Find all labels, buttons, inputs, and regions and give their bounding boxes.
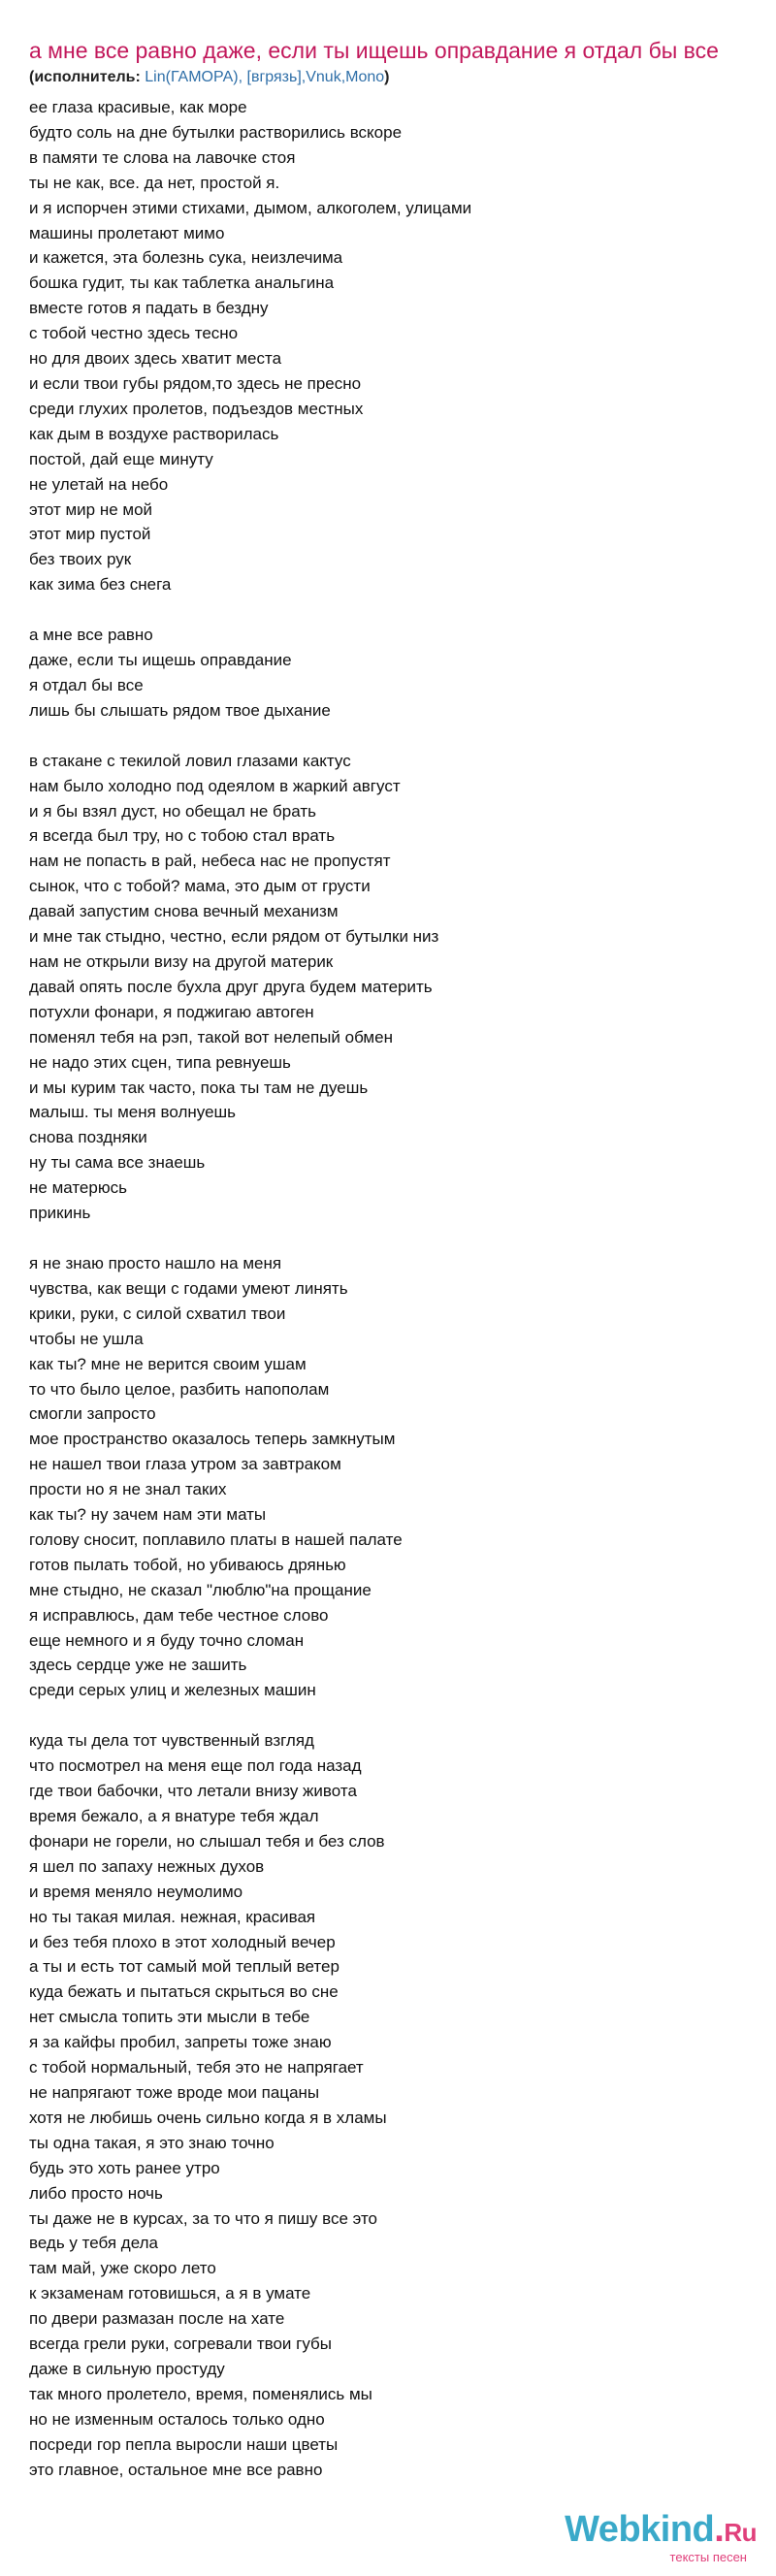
lyrics-line: не нашел твои глаза утром за завтраком [29,1455,341,1474]
lyrics-line: поменял тебя на рэп, такой вот нелепый обмен [29,1027,393,1046]
lyrics-line: не матерюсь [29,1178,127,1198]
lyrics-line: нет смысла топить эти мысли в тебе [29,2008,310,2027]
lyrics-line: даже в сильную простуду [29,2359,225,2378]
lyrics-line: этот мир не мой [29,499,153,519]
lyrics-line: время бежало, а я внатуре тебя ждал [29,1807,319,1825]
lyrics-line: малыш. ты меня волнуешь [29,1103,237,1122]
lyrics-line: будь это хоть ранее утро [29,2158,220,2177]
lyrics-line: а ты и есть тот самый мой теплый ветер [29,1957,340,1977]
lyrics-line: еще немного и я буду точно сломан [29,1630,305,1650]
lyrics-stanza [29,1251,747,1703]
lyrics-line: голову сносит, поплавило платы в нашей палате [29,1530,403,1549]
lyrics-line: это главное, остальное мне все равно [29,2460,323,2479]
lyrics-line: смогли запросто [29,1404,156,1424]
artists-line [29,68,747,87]
lyrics-line: нам было холодно под одеялом в жаркий август [29,776,401,795]
logo-tagline: тексты песен [669,2550,747,2564]
lyrics-line: куда бежать и пытаться скрыться во сне [29,1982,339,2002]
lyrics-line: к экзаменам готовишься, а я в умате [29,2284,311,2303]
lyrics-line: ведь у тебя дела [29,2234,158,2253]
logo-wordmark: Webkind.Ru [565,2509,757,2550]
lyrics-line: ты даже не в курсах, за то что я пишу все это [29,2208,378,2228]
lyrics-line: лишь бы слышать рядом твое дыхание [29,700,331,720]
site-logo[interactable] [565,2510,757,2564]
lyrics-line: ты не как, все. да нет, простой я. [29,173,280,192]
lyrics-line: и время меняло неумолимо [29,1882,243,1901]
lyrics-line: нам не попасть в рай, небеса нас не пропустят [29,852,391,871]
lyrics-line: в памяти те слова на лавочке стоя [29,147,296,167]
lyrics-line: с тобой честно здесь тесно [29,324,239,343]
lyrics-line: и я бы взял дуст, но обещал не брать [29,801,316,821]
lyrics-stanza [29,749,747,1226]
lyrics-line: даже, если ты ищешь оправдание [29,651,292,670]
lyrics-line: но не изменным осталось только одно [29,2409,325,2429]
lyrics-line: здесь сердце уже не зашить [29,1656,247,1675]
lyrics-line: всегда грели руки, согревали твои губы [29,2334,332,2354]
lyrics-line: без твоих рук [29,550,132,569]
lyrics-line: давай опять после бухла друг друга будем материть [29,977,433,996]
lyrics-stanza [29,1728,747,2482]
lyrics-line: а мне все равно [29,626,153,645]
lyrics-line: я за кайфы пробил, запреты тоже знаю [29,2033,332,2052]
lyrics-line: не надо этих сцен, типа ревнуешь [29,1052,291,1072]
lyrics-line: что посмотрел на меня еще пол года назад [29,1756,362,1776]
lyrics-stanza [29,623,747,724]
lyrics-line: и мы курим так часто, пока ты там не дуешь [29,1078,369,1097]
lyrics-line: где твои бабочки, что летали внизу живота [29,1782,357,1801]
lyrics-line: потухли фонари, я поджигаю автоген [29,1002,314,1021]
lyrics-line: я шел по запаху нежных духов [29,1856,265,1876]
lyrics-line: как ты? ну зачем нам эти маты [29,1505,267,1525]
lyrics-line: и мне так стыдно, честно, если рядом от бутылки низ [29,927,439,947]
lyrics-line: и кажется, эта болезнь сука, неизлечима [29,248,343,268]
lyrics-line: и если твои губы рядом,то здесь не пресно [29,373,362,393]
lyrics-line: так много пролетело, время, поменялись мы [29,2384,372,2403]
lyrics-line: крики, руки, с силой схватил твои [29,1304,286,1323]
lyrics-body [29,95,747,2482]
lyrics-line: фонари не горели, но слышал тебя и без слов [29,1831,385,1851]
song-title: а мне все равно даже, если ты ищешь оправдание я отдал бы все [29,38,719,63]
lyrics-line: я всегда был тру, но с тобою стал врать [29,826,336,846]
lyrics-line: не напрягают тоже вроде мои пацаны [29,2082,320,2102]
lyrics-line: чтобы не ушла [29,1329,144,1348]
lyrics-line: не улетай на небо [29,474,169,494]
lyrics-line: и я испорчен этими стихами, дымом, алкоголем, улицами [29,198,472,217]
artists-prefix: (исполнитель: [29,69,141,85]
lyrics-line: в стакане с текилой ловил глазами кактус [29,751,351,770]
lyrics-line: как зима без снега [29,575,172,595]
lyrics-line: давай запустим снова вечный механизм [29,902,339,921]
lyrics-line: этот мир пустой [29,525,151,544]
lyrics-line: снова поздняки [29,1128,147,1147]
lyrics-line: я отдал бы все [29,675,144,694]
lyrics-line: я исправлюсь, дам тебе честное слово [29,1605,329,1625]
lyrics-line: с тобой нормальный, тебя это не напрягает [29,2058,364,2077]
lyrics-line: нам не открыли визу на другой материк [29,952,334,971]
lyrics-line: я не знаю просто нашло на меня [29,1253,282,1272]
lyrics-line: готов пылать тобой, но убиваюсь дрянью [29,1555,346,1574]
lyrics-line: ты одна такая, я это знаю точно [29,2133,275,2152]
lyrics-line: будто соль на дне бутылки растворились вскоре [29,122,403,142]
lyrics-line: чувства, как вещи с годами умеют линять [29,1278,348,1298]
lyrics-line: мое пространство оказалось теперь замкнутым [29,1430,396,1449]
lyrics-line: но ты такая милая. нежная, красивая [29,1907,316,1926]
lyrics-line: бошка гудит, ты как таблетка анальгина [29,274,335,293]
lyrics-line: мне стыдно, не сказал "люблю"на прощание [29,1580,372,1599]
lyrics-line: постой, дай еще минуту [29,449,213,468]
lyrics-stanza [29,95,747,597]
lyrics-line: среди серых улиц и железных машин [29,1681,316,1700]
lyrics-line: либо просто ночь [29,2183,163,2203]
lyrics-line: ее глаза красивые, как море [29,98,247,116]
lyrics-line: как дым в воздухе растворилась [29,424,279,443]
lyrics-line: среди глухих пролетов, подъездов местных [29,399,364,418]
artists-links[interactable]: Lin(ГАМОРА), [вгрязь],Vnuk,Mono [145,69,385,85]
lyrics-line: прикинь [29,1204,91,1223]
lyrics-line: машины пролетают мимо [29,223,225,242]
artists-suffix: ) [384,69,390,85]
lyrics-line: хотя не любишь очень сильно когда я в хламы [29,2108,387,2127]
lyrics-line: сынок, что с тобой? мама, это дым от грусти [29,877,371,896]
lyrics-line: как ты? мне не верится своим ушам [29,1354,307,1373]
lyrics-line: ну ты сама все знаешь [29,1153,206,1173]
lyrics-line: прости но я не знал таких [29,1480,227,1499]
lyrics-line: там май, уже скоро лето [29,2259,216,2278]
lyrics-line: но для двоих здесь хватит места [29,349,282,369]
lyrics-line: куда ты дела тот чувственный взгляд [29,1731,314,1751]
lyrics-line: по двери размазан после на хате [29,2309,285,2329]
lyrics-line: вместе готов я падать в бездну [29,299,269,318]
lyrics-line: и без тебя плохо в этот холодный вечер [29,1932,336,1951]
lyrics-line: то что было целое, разбить напополам [29,1379,330,1399]
lyrics-line: посреди гор пепла выросли наши цветы [29,2434,339,2454]
